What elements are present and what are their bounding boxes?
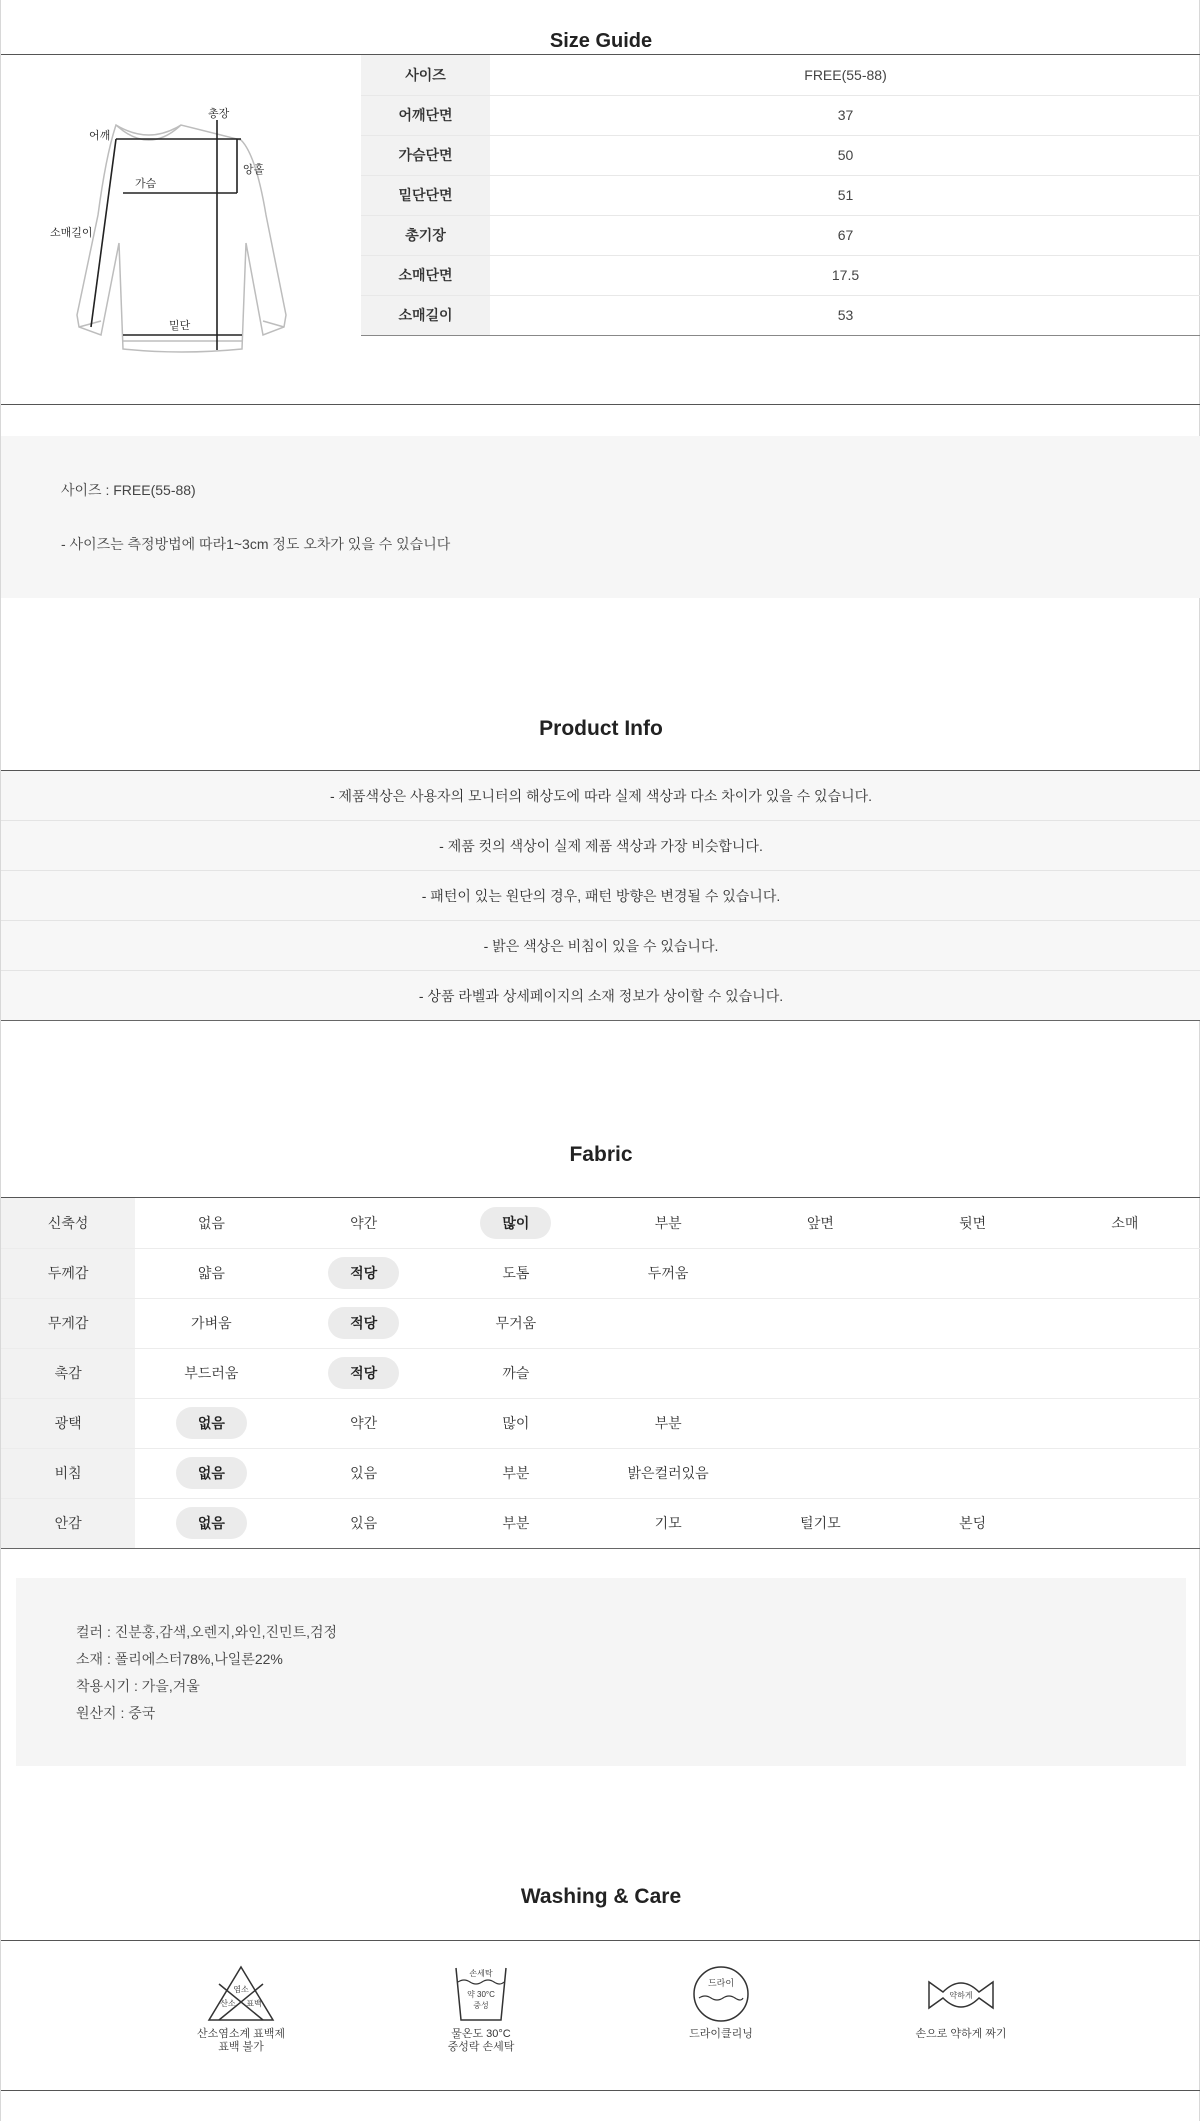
fabric-option-cell (287, 1498, 439, 1548)
fabric-option: 털기모 (800, 1515, 841, 1531)
fabric-option-cell (440, 1448, 592, 1498)
fabric-option-selected: 없음 (176, 1507, 247, 1539)
hand-wash-icon-text: 중성 (473, 2001, 489, 2010)
fabric-option-selected: 없음 (176, 1457, 247, 1489)
fabric-option: 밝은컬러있음 (627, 1465, 709, 1481)
size-row-value: 17.5 (490, 255, 1200, 295)
fabric-option: 많이 (502, 1415, 530, 1431)
fabric-option: 있음 (350, 1515, 378, 1531)
fabric-option-cell (287, 1398, 439, 1448)
fabric-option: 부분 (502, 1515, 530, 1531)
hand-wash-icon-text: 손세탁 (469, 1969, 493, 1978)
fabric-option-cell (592, 1198, 744, 1248)
fabric-option: 소매 (1111, 1214, 1139, 1231)
fabric-option: 무거움 (495, 1315, 537, 1331)
product-info-item: - 제품 컷의 색상이 실제 제품 색상과 가장 비슷합니다. (1, 821, 1200, 871)
fabric-option: 약간 (350, 1415, 378, 1431)
fabric-option: 부드러움 (184, 1365, 239, 1381)
fabric-option-cell (440, 1348, 592, 1398)
fabric-row-label: 두께감 (1, 1248, 135, 1298)
fabric-row (1, 1498, 1200, 1548)
fabric-option-cell (1049, 1498, 1200, 1548)
fabric-option-cell (1049, 1298, 1200, 1348)
gentle-wring-icon-text: 약하게 (949, 1991, 973, 2000)
fabric-option: 부분 (502, 1465, 530, 1481)
fabric-option-cell (744, 1248, 896, 1298)
size-row-label: 어깨단면 (361, 95, 490, 135)
divider (1, 2090, 1200, 2091)
diagram-label-length: 총장 (208, 108, 230, 120)
fabric-option: 기모 (654, 1515, 682, 1531)
wash-item-gentle-wring (881, 1964, 1041, 2041)
size-row (361, 175, 1200, 215)
fabric-option: 없음 (197, 1214, 225, 1231)
fabric-option-cell (744, 1198, 896, 1248)
size-note-line: - 사이즈는 측정방법에 따라1~3cm 정도 오차가 있을 수 있습니다 (61, 536, 451, 552)
fabric-info-box (16, 1578, 1186, 1766)
fabric-option-cell (592, 1348, 744, 1398)
hand-wash-icon (441, 1964, 521, 2024)
no-bleach-icon (201, 1964, 281, 2024)
size-row-value: 37 (490, 95, 1200, 135)
size-row (361, 95, 1200, 135)
fabric-option: 뒷면 (959, 1214, 987, 1231)
fabric-option-selected: 없음 (176, 1407, 247, 1439)
size-row (361, 215, 1200, 255)
fabric-option-cell (592, 1398, 744, 1448)
size-row-value: FREE(55-88) (490, 55, 1200, 95)
washing-title: Washing & Care (520, 1885, 682, 1908)
wash-caption: 중성락 손세탁 (447, 2041, 515, 2053)
diagram-label-sleeve: 소매길이 (50, 227, 93, 239)
fabric-row-label: 무게감 (1, 1298, 135, 1348)
fabric-option-cell (744, 1298, 896, 1348)
fabric-row (1, 1298, 1200, 1348)
hand-wash-icon-text: 약 30°C (467, 1990, 495, 1999)
wash-caption: 표백 불가 (218, 2041, 264, 2053)
fabric-option-cell (440, 1498, 592, 1548)
fabric-option: 부분 (654, 1214, 682, 1231)
fabric-option-cell (896, 1448, 1048, 1498)
fabric-option-cell (287, 1348, 439, 1398)
size-row (361, 55, 1200, 95)
no-bleach-icon-text: 산소 (220, 1999, 236, 2008)
fabric-option-cell (896, 1498, 1048, 1548)
fabric-option-cell (592, 1498, 744, 1548)
diagram-label-shoulder: 어깨 (89, 130, 111, 142)
fabric-option-cell (287, 1448, 439, 1498)
fabric-option-cell (896, 1398, 1048, 1448)
fabric-option-cell (896, 1248, 1048, 1298)
fabric-title: Fabric (569, 1143, 633, 1166)
fabric-option: 까슬 (502, 1365, 530, 1381)
fabric-option-cell (440, 1398, 592, 1448)
fabric-option: 있음 (350, 1465, 378, 1481)
diagram-label-side: 앙홀 (243, 164, 265, 176)
product-info-item: - 상품 라벨과 상세페이지의 소재 정보가 상이할 수 있습니다. (1, 971, 1200, 1021)
fabric-option-cell (896, 1348, 1048, 1398)
fabric-option-cell (135, 1498, 287, 1548)
fabric-option-cell (1049, 1198, 1200, 1248)
wash-caption: 드라이클리닝 (689, 2028, 753, 2040)
fabric-row (1, 1448, 1200, 1498)
size-row-label: 사이즈 (361, 55, 490, 95)
fabric-row-label: 안감 (1, 1498, 135, 1548)
wash-item-dry-clean (641, 1964, 801, 2041)
fabric-row (1, 1198, 1200, 1248)
no-bleach-icon-text: 표백 (246, 1999, 262, 2008)
fabric-option-selected: 적당 (328, 1307, 399, 1339)
sweater-diagram (41, 95, 311, 365)
size-row-value: 53 (490, 295, 1200, 335)
fabric-option-cell (135, 1348, 287, 1398)
fabric-option-cell (1049, 1248, 1200, 1298)
fabric-option: 얇음 (197, 1265, 225, 1281)
size-row (361, 255, 1200, 295)
fabric-option-cell (440, 1198, 592, 1248)
fabric-option-cell (744, 1398, 896, 1448)
fabric-info-season: 착용시기 : 가을,겨울 (76, 1678, 200, 1694)
fabric-row (1, 1398, 1200, 1448)
size-table (361, 55, 1200, 336)
size-row-label: 밑단단면 (361, 175, 490, 215)
fabric-option-cell (1049, 1398, 1200, 1448)
size-row-value: 51 (490, 175, 1200, 215)
diagram-label-hem: 밑단 (169, 320, 191, 332)
fabric-option-cell (744, 1448, 896, 1498)
fabric-option: 부분 (654, 1415, 682, 1431)
fabric-option: 두꺼움 (647, 1265, 689, 1281)
wash-caption: 물온도 30°C (451, 2028, 511, 2040)
size-row-label: 소매단면 (361, 255, 490, 295)
size-row-value: 67 (490, 215, 1200, 255)
fabric-option-cell (287, 1198, 439, 1248)
size-row-label: 가슴단면 (361, 135, 490, 175)
size-row-label: 소매길이 (361, 295, 490, 335)
fabric-option-cell (744, 1498, 896, 1548)
product-info-list (1, 771, 1200, 1021)
wash-caption: 산소염소계 표백제 (196, 2028, 286, 2040)
fabric-row (1, 1348, 1200, 1398)
fabric-option-cell (135, 1298, 287, 1348)
fabric-option-cell (135, 1448, 287, 1498)
divider (1, 404, 1200, 405)
divider (1, 1940, 1200, 1941)
wash-item-hand-wash (401, 1964, 561, 2054)
fabric-option-cell (1049, 1348, 1200, 1398)
fabric-option-cell (135, 1198, 287, 1248)
wash-caption: 손으로 약하게 짜기 (915, 2028, 1007, 2040)
fabric-table (1, 1198, 1200, 1549)
gentle-wring-icon (921, 1964, 1001, 2024)
dry-clean-icon (681, 1964, 761, 2024)
fabric-option-cell (1049, 1448, 1200, 1498)
fabric-option-selected: 적당 (328, 1357, 399, 1389)
fabric-option-cell (440, 1248, 592, 1298)
fabric-option-cell (592, 1448, 744, 1498)
size-note-line: 사이즈 : FREE(55-88) (61, 482, 196, 498)
fabric-option: 약간 (350, 1214, 378, 1231)
fabric-row-label: 신축성 (1, 1198, 135, 1248)
dry-clean-icon-text: 드라이 (707, 1978, 735, 1988)
fabric-option-cell (135, 1398, 287, 1448)
fabric-row-label: 광택 (1, 1398, 135, 1448)
size-note-box (1, 436, 1200, 598)
product-info-item: - 밝은 색상은 비침이 있을 수 있습니다. (1, 921, 1200, 971)
fabric-option: 가벼움 (191, 1315, 232, 1331)
product-info-item: - 제품색상은 사용자의 모니터의 해상도에 따라 실제 색상과 다소 차이가 있을 수 있습니다. (1, 771, 1200, 821)
fabric-option-cell (744, 1348, 896, 1398)
fabric-option-cell (896, 1198, 1048, 1248)
size-row-value: 50 (490, 135, 1200, 175)
fabric-info-origin: 원산지 : 중국 (76, 1705, 156, 1721)
fabric-option-cell (592, 1248, 744, 1298)
size-guide-title: Size Guide (549, 30, 653, 52)
size-row (361, 135, 1200, 175)
product-info-title: Product Info (539, 717, 663, 740)
fabric-option-selected: 적당 (328, 1257, 399, 1289)
fabric-info-material: 소재 : 폴리에스터78%,나일론22% (76, 1651, 283, 1667)
wash-item-no-bleach (161, 1964, 321, 2054)
fabric-option-selected: 많이 (480, 1207, 551, 1239)
fabric-option-cell (135, 1248, 287, 1298)
fabric-row (1, 1248, 1200, 1298)
size-row-label: 총기장 (361, 215, 490, 255)
fabric-option-cell (896, 1298, 1048, 1348)
fabric-option: 앞면 (806, 1214, 834, 1231)
fabric-option: 도톰 (502, 1265, 530, 1281)
fabric-option-cell (592, 1298, 744, 1348)
size-row (361, 295, 1200, 335)
fabric-row-label: 촉감 (1, 1348, 135, 1398)
fabric-option-cell (440, 1298, 592, 1348)
fabric-info-color: 컬러 : 진분홍,감색,오렌지,와인,진민트,검정 (76, 1624, 338, 1640)
fabric-row-label: 비침 (1, 1448, 135, 1498)
fabric-option: 본딩 (959, 1515, 987, 1531)
no-bleach-icon-text: 염소 (233, 1985, 249, 1994)
fabric-option-cell (287, 1248, 439, 1298)
diagram-label-chest: 가슴 (135, 178, 157, 190)
fabric-option-cell (287, 1298, 439, 1348)
product-info-item: - 패턴이 있는 원단의 경우, 패턴 방향은 변경될 수 있습니다. (1, 871, 1200, 921)
